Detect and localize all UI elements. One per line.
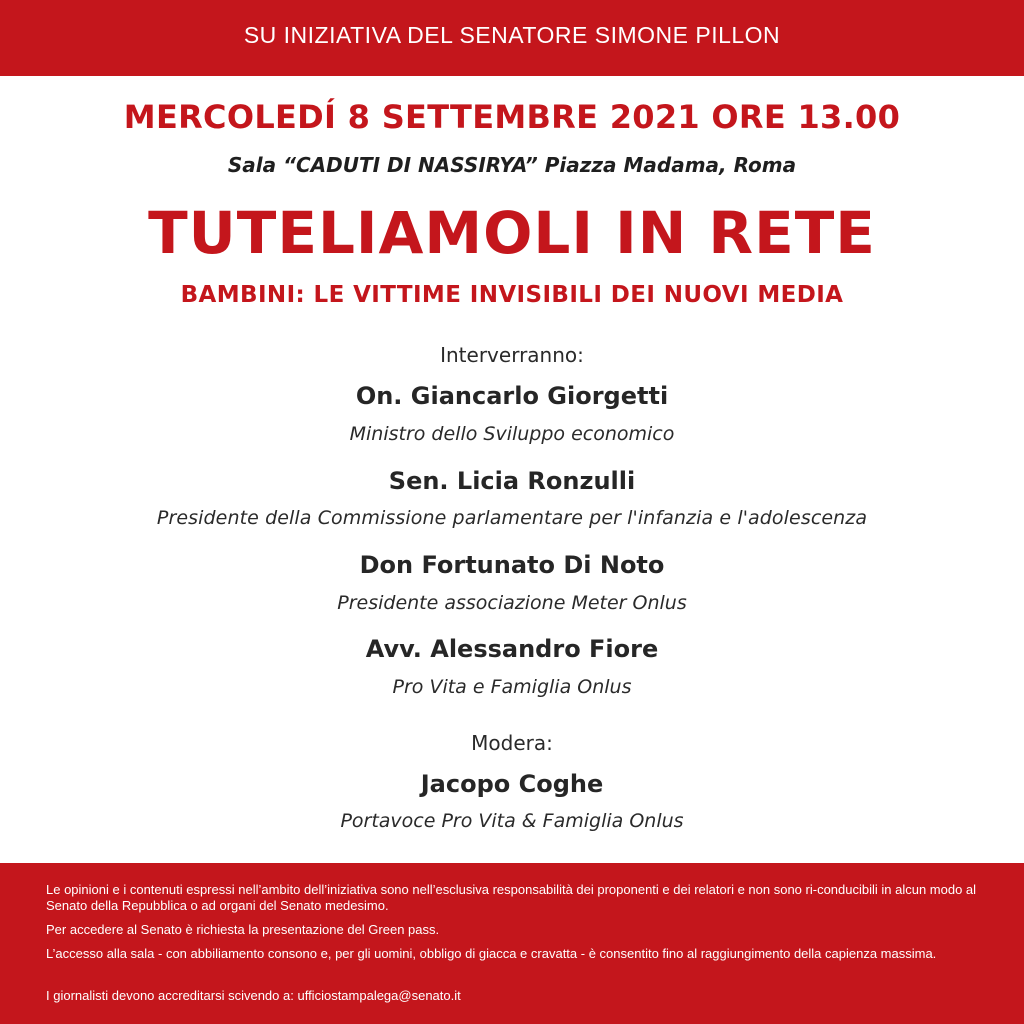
press-accreditation-note: I giornalisti devono accreditarsi scivendo a: ufficiostampalega@senato.it [46,988,461,1003]
speaker-role: Ministro dello Sviluppo economico [349,423,675,445]
dress-code-note: L’accesso alla sala - con abbiliamento consono e, per gli uomini, obbligo di giacca e cravatta - è consentito fino al raggiungimento della capienza massima. [46,946,937,961]
speaker-name: Avv. Alessandro Fiore [365,635,659,663]
speakers-label: Interverranno: [440,343,584,367]
moderator-name: Jacopo Coghe [420,770,604,798]
moderator-role: Portavoce Pro Vita & Famiglia Onlus [340,810,684,832]
moderator-label: Modera: [471,731,553,755]
speaker-name: Sen. Licia Ronzulli [388,467,636,495]
event-subtitle: BAMBINI: LE VITTIME INVISIBILI DEI NUOVI MEDIA [180,282,844,308]
disclaimer-note: Le opinioni e i contenuti espressi nell’ambito dell’iniziativa sono nell’esclusiva responsabilità dei proponenti e dei relatori e non sono ri-conducibili in alcun modo al Senato della Repubblica o ad organi del Senato medesimo. [46,882,977,913]
speaker-name: On. Giancarlo Giorgetti [355,382,669,410]
initiative-text: SU INIZIATIVA DEL SENATORE SIMONE PILLON [243,21,781,48]
green-pass-note: Per accedere al Senato è richiesta la presentazione del Green pass. [46,922,440,937]
speaker-name: Don Fortunato Di Noto [359,551,665,579]
speaker-role: Presidente della Commissione parlamentare per l'infanzia e l'adolescenza [156,507,868,529]
speaker-role: Presidente associazione Meter Onlus [337,592,687,614]
event-title: TUTELIAMOLI IN RETE [148,199,876,267]
speaker-role: Pro Vita e Famiglia Onlus [392,676,632,698]
header-band [0,0,1024,76]
event-date-time: MERCOLEDÍ 8 SETTEMBRE 2021 ORE 13.00 [123,98,901,136]
event-venue: Sala “CADUTI DI NASSIRYA” Piazza Madama, Roma [227,153,797,177]
